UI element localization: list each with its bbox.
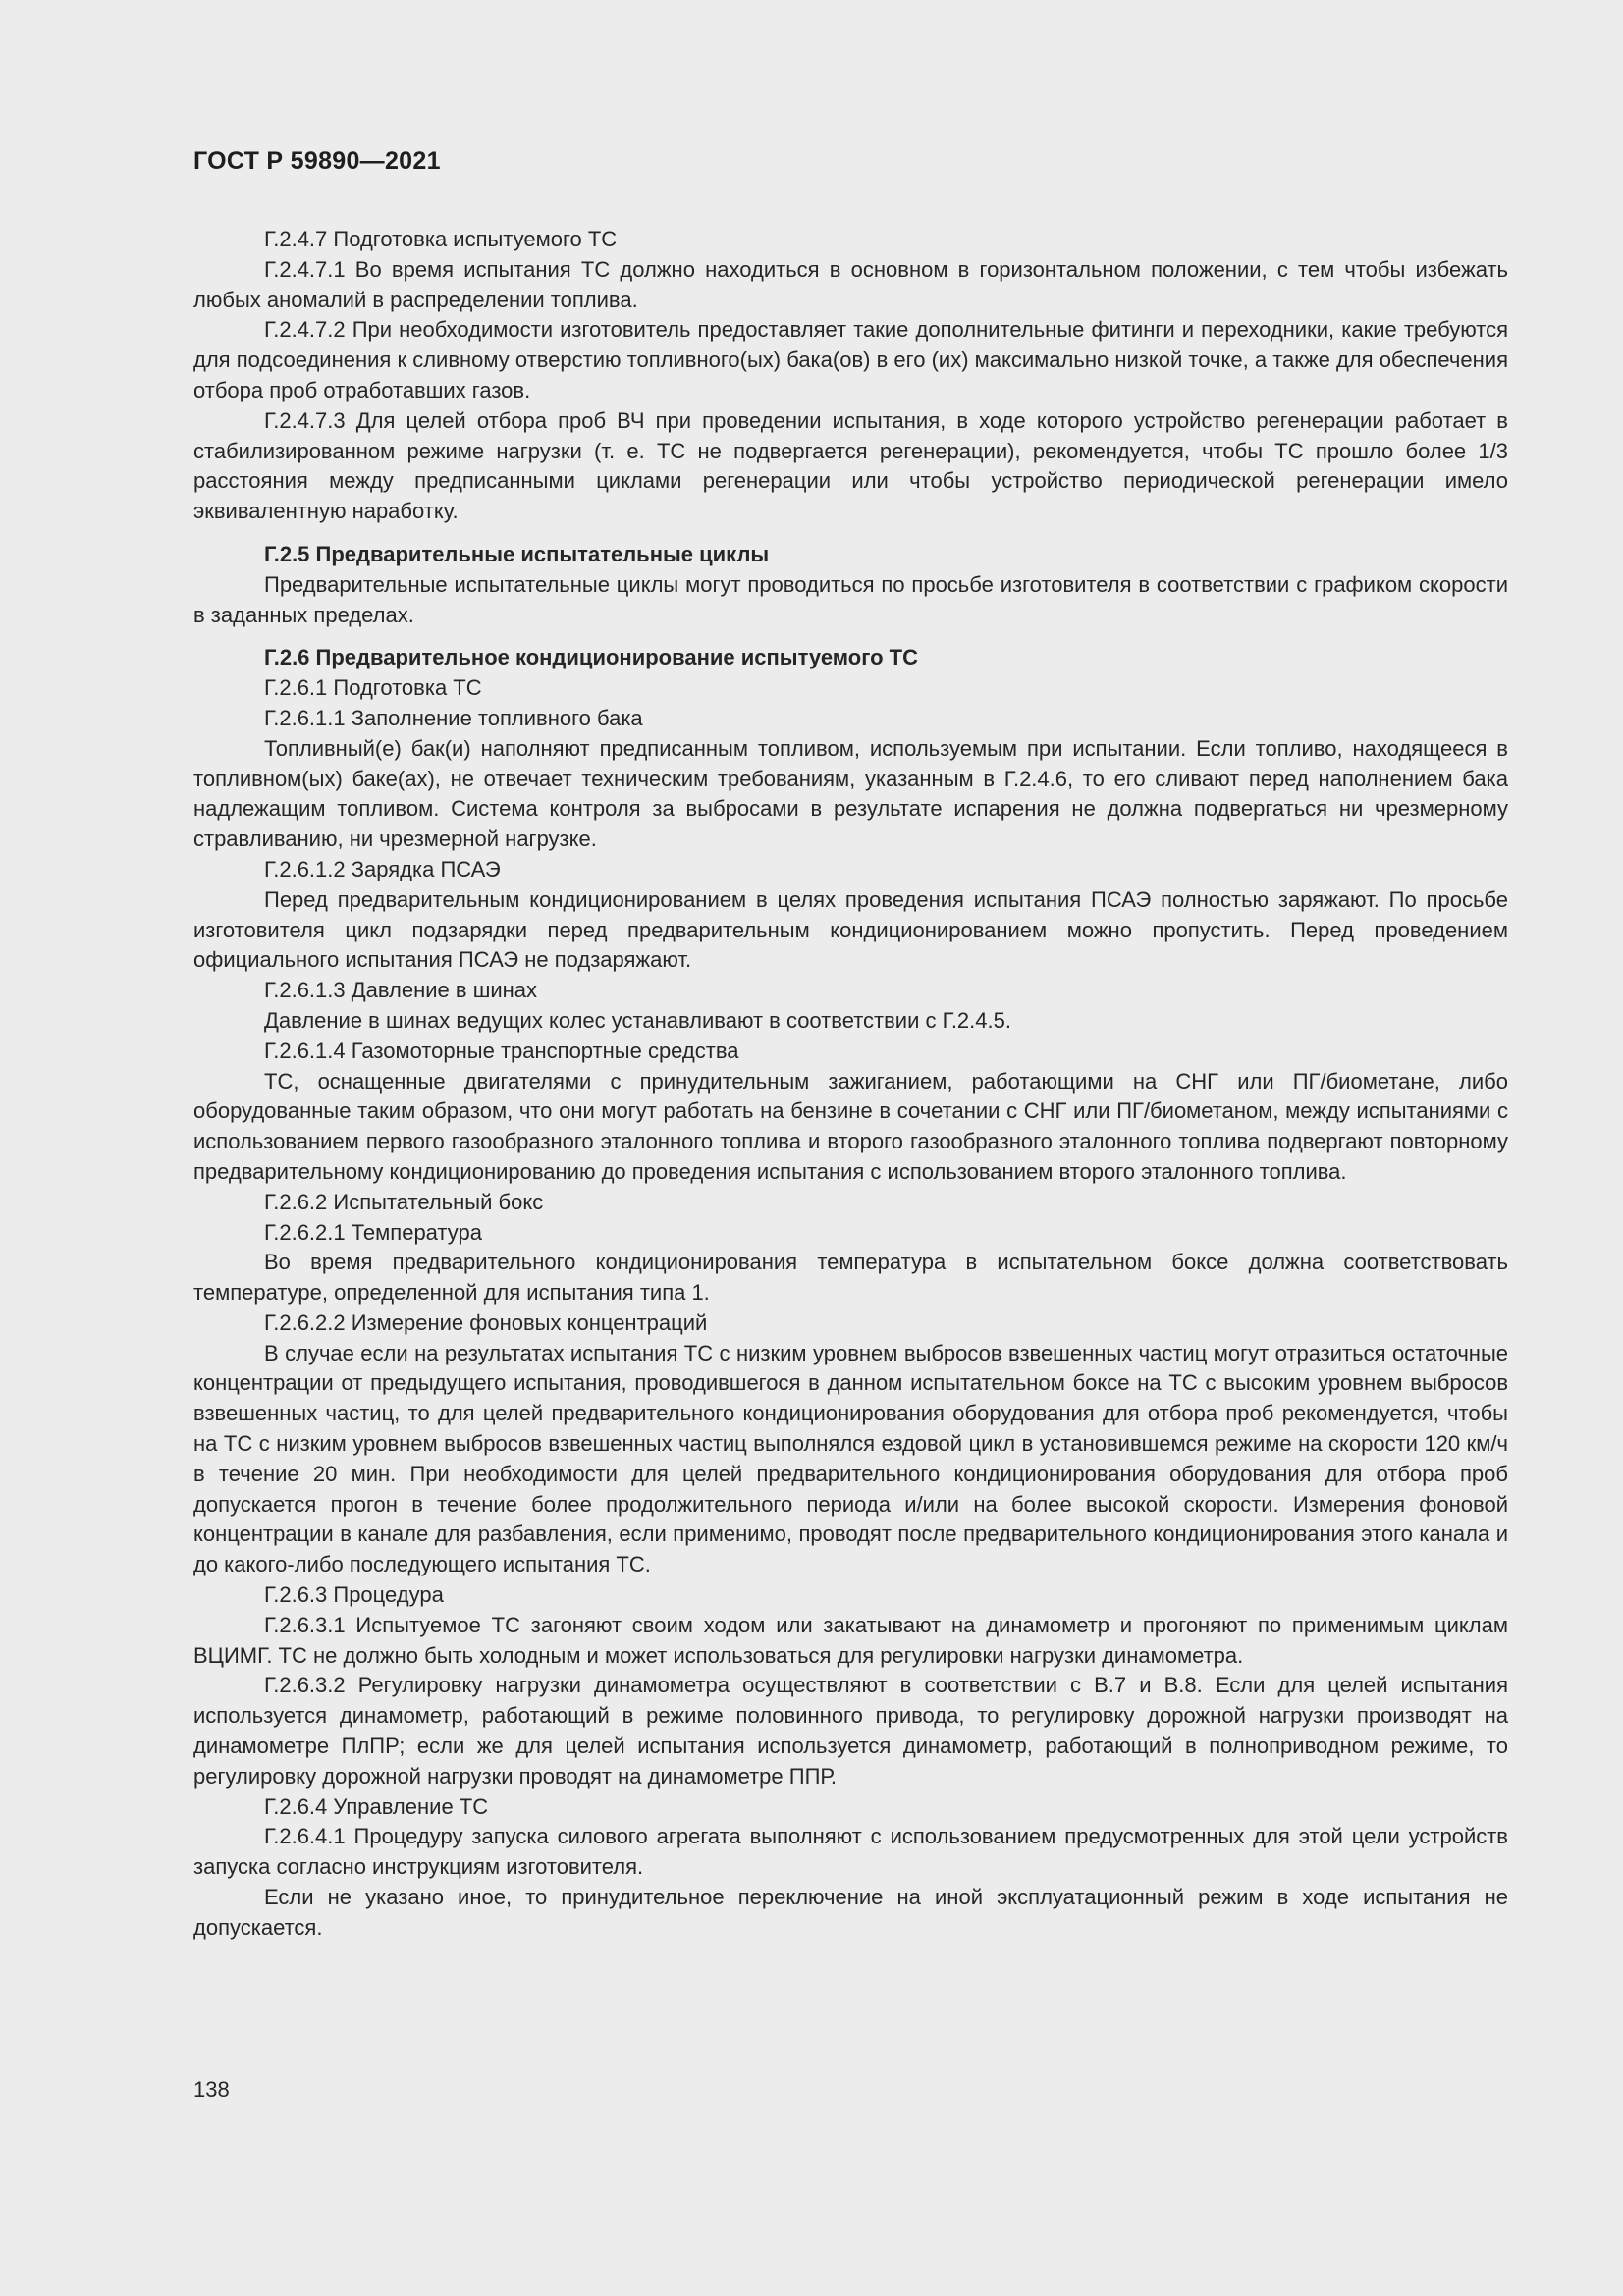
clause-g-2-6-1-1: Г.2.6.1.1 Заполнение топливного бака — [264, 705, 643, 730]
paragraph: Предварительные испытательные циклы могут проводиться по просьбе изготовителя в соответствии с графиком скорости в заданных пределах. — [193, 571, 1508, 627]
paragraph: ТС, оснащенные двигателями с принудительным зажиганием, работающими на СНГ или ПГ/биометане, либо оборудованные таким образом, что они могут работать на бензине в сочетании с СНГ или ПГ/биометаном, между испытаниями с использованием первого газообразного эталонного топлива и второго газообразного эталонного топлива подвергают повторному предварительному кондиционированию до проведения испытания с использованием второго эталонного топлива. — [193, 1068, 1508, 1184]
standard-number-header: ГОСТ Р 59890—2021 — [193, 147, 441, 175]
section-heading-g-2-6: Г.2.6 Предварительное кондиционирование испытуемого ТС — [264, 645, 918, 670]
clause-g-2-6-3-1: Г.2.6.3.1 Испытуемое ТС загоняют своим ходом или закатывают на динамометр и прогоняют по применимым циклам ВЦИМГ. ТС не должно быть холодным и может использоваться для регулировки нагрузки динамометра. — [193, 1612, 1508, 1668]
paragraph: Во время предварительного кондиционирования температура в испытательном боксе должна соответствовать температуре, определенной для испытания типа 1. — [193, 1250, 1508, 1306]
clause-g-2-6-2-2: Г.2.6.2.2 Измерение фоновых концентраций — [264, 1309, 708, 1335]
paragraph: Перед предварительным кондиционированием в целях проведения испытания ПСАЭ полностью заряжают. По просьбе изготовителя цикл подзарядки перед предварительным кондиционированием можно пропустить. Перед проведением официального испытания ПСАЭ не подзаряжают. — [193, 886, 1508, 973]
clause-g-2-6-4: Г.2.6.4 Управление ТС — [264, 1793, 489, 1819]
clause-g-2-6-1-4: Г.2.6.1.4 Газомоторные транспортные средства — [264, 1038, 739, 1063]
paragraph: Топливный(е) бак(и) наполняют предписанным топливом, используемым при испытании. Если топливо, находящееся в топливном(ых) баке(ах), не отвечает техническим требованиям, указанным в Г.2.4.6, то его сливают перед наполнением бака надлежащим топливом. Система контроля за выбросами в результате испарения не должна подвергаться ни чрезмерному стравливанию, ни чрезмерной нагрузке. — [193, 735, 1508, 852]
clause-g-2-4-7: Г.2.4.7 Подготовка испытуемого ТС — [264, 227, 618, 251]
clause-g-2-6-1: Г.2.6.1 Подготовка ТС — [264, 675, 482, 701]
clause-g-2-4-7-2: Г.2.4.7.2 При необходимости изготовитель предоставляет такие дополнительные фитинги и переходники, какие требуются для подсоединения к сливному отверстию топливного(ых) бака(ов) в его (их) максимально низкой точке, а также для обеспечения отбора проб отработавших газов. — [193, 317, 1508, 402]
clause-g-2-4-7-1: Г.2.4.7.1 Во время испытания ТС должно находиться в основном в горизонтальном положении, с тем чтобы избежать любых аномалий в распределении топлива. — [193, 256, 1508, 312]
clause-g-2-4-7-3: Г.2.4.7.3 Для целей отбора проб ВЧ при проведении испытания, в ходе которого устройство регенерации работает в стабилизированном режиме нагрузки (т. е. ТС не подвергается регенерации), рекомендуется, чтобы ТС прошло более 1/3 расстояния между предписанными циклами регенерации или чтобы устройство периодической регенерации имело эквивалентную наработку. — [193, 407, 1508, 524]
clause-g-2-6-3-2: Г.2.6.3.2 Регулировку нагрузки динамометра осуществляют в соответствии с В.7 и В.8. Если для целей испытания используется динамометр, работающий в режиме половинного привода, то регулировку дорожной нагрузки производят на динамометре ПлПР; если же для целей испытания используется динамометр, работающий в полноприводном режиме, то регулировку дорожной нагрузки проводят на динамометре ППР. — [193, 1673, 1508, 1789]
clause-g-2-6-2: Г.2.6.2 Испытательный бокс — [264, 1189, 544, 1214]
clause-g-2-6-3: Г.2.6.3 Процедура — [264, 1582, 444, 1608]
section-heading-g-2-5: Г.2.5 Предварительные испытательные циклы — [264, 541, 770, 566]
paragraph: Давление в шинах ведущих колес устанавливают в соответствии с Г.2.4.5. — [264, 1007, 1011, 1033]
clause-g-2-6-4-1: Г.2.6.4.1 Процедуру запуска силового агрегата выполняют с использованием предусмотренных для этой цели устройств запуска согласно инструкциям изготовителя. — [193, 1824, 1508, 1880]
clause-g-2-6-2-1: Г.2.6.2.1 Температура — [264, 1219, 482, 1245]
body-text — [193, 225, 1508, 1944]
clause-g-2-6-1-2: Г.2.6.1.2 Зарядка ПСАЭ — [264, 856, 501, 881]
page-number: 138 — [193, 2077, 230, 2102]
paragraph: В случае если на результатах испытания ТС с низким уровнем выбросов взвешенных частиц могут отразиться остаточные концентрации от предыдущего испытания, проводившегося в данном испытательном боксе на ТС с высоким уровнем выбросов взвешенных частиц, то для целей предварительного кондиционирования оборудования для отбора проб рекомендуется, чтобы на ТС с низким уровнем выбросов взвешенных частиц выполнялся ездовой цикл в установившемся режиме на скорости 120 км/ч в течение 20 мин. При необходимости для целей предварительного кондиционирования оборудования для отбора проб допускается прогон в течение более продолжительного периода и/или на более высокой скорости. Измерения фоновой концентрации в канале для разбавления, если применимо, проводят после предварительного кондиционирования этого канала и до какого-либо последующего испытания ТС. — [193, 1340, 1508, 1577]
paragraph: Если не указано иное, то принудительное переключение на иной эксплуатационный режим в ходе испытания не допускается. — [193, 1885, 1508, 1940]
clause-g-2-6-1-3: Г.2.6.1.3 Давление в шинах — [264, 978, 538, 1003]
